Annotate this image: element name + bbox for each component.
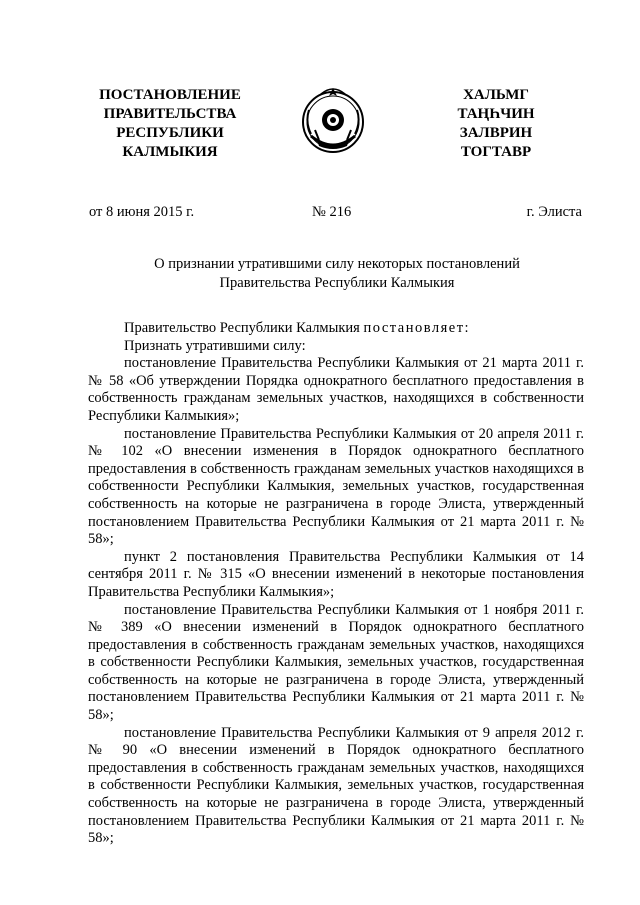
header-left-line: РЕСПУБЛИКИ (116, 125, 224, 141)
intro-paragraph (88, 320, 584, 338)
title-line: Правительства Республики Калмыкия (219, 275, 455, 291)
document-title (90, 255, 584, 293)
intro-prefix: Правительство Республики Калмыкия (124, 320, 360, 336)
kalmykia-emblem-icon (297, 80, 369, 160)
body-paragraph: постановление Правительства Республики Калмыкия от 20 апреля 2011 г. № 102 «О внесении изменения в Порядок однократного бесплатного предоставления в собственность гражданам земельных участков находящихся в собственности Республики Калмыкия, земельных участков, государственная собственность на которые не разграничена в городе Элиста, утвержденный постановлением Правительства Республики Калмыкия от 21 марта 2011 г. № 58»; (88, 425, 584, 548)
header-left-line: ПРАВИТЕЛЬСТВА (103, 106, 237, 122)
body-paragraph: постановление Правительства Республики Калмыкия от 9 апреля 2012 г. № 90 «О внесении изменений в Порядок однократного бесплатного предоставления в собственность гражданам земельных участков, находящихся в собственности Республики Калмыкия, земельных участков, государственная собственность на которые не разграничена в городе Элиста, утвержденный постановлением Правительства Республики Калмыкия от 21 марта 2011 г. № 58»; (88, 724, 584, 847)
header-right-line: ТОГТАВР (460, 144, 532, 160)
body-paragraph: постановление Правительства Республики Калмыкия от 21 марта 2011 г. № 58 «Об утверждении Порядка однократного бесплатного предоставления в собственность гражданам земельных участков, находящихся в собственности Республики Калмыкия»; (88, 355, 584, 424)
document-city: г. Элиста (526, 204, 582, 220)
body-paragraph: пункт 2 постановления Правительства Республики Калмыкия от 14 сентября 2011 г. № 315 «О внесении изменений в некоторые постановления Правительства Республики Калмыкия»; (88, 548, 584, 600)
header-right-line: ХАЛЬМГ (463, 87, 529, 103)
header-right-line: ТАҢҺЧИН (457, 106, 535, 122)
header-left-line: ПОСТАНОВЛЕНИЕ (99, 87, 241, 103)
header-left-title (86, 86, 254, 162)
document-date: от 8 июня 2015 г. (89, 204, 195, 220)
body-paragraph: постановление Правительства Республики Калмыкия от 1 ноября 2011 г. № 389 «О внесении изменений в Порядок однократного бесплатного предоставления в собственность гражданам земельных участков, находящихся в собственности Республики Калмыкия, земельных участков, государственная собственность на которые не разграничена в городе Элиста, утвержденный постановлением Правительства Республики Калмыкия от 21 марта 2011 г. № 58»; (88, 601, 584, 724)
header-right-line: ЗАЛВРИН (459, 125, 533, 141)
document-number: № 216 (312, 204, 352, 220)
lead-paragraph: Признать утратившими силу: (124, 337, 306, 354)
intro-keyword: постановляет: (363, 320, 471, 336)
title-line: О признании утратившими силу некоторых постановлений (154, 256, 520, 272)
document-body (88, 320, 584, 848)
header-left-line: КАЛМЫКИЯ (122, 144, 218, 160)
header-right-title (436, 86, 556, 162)
